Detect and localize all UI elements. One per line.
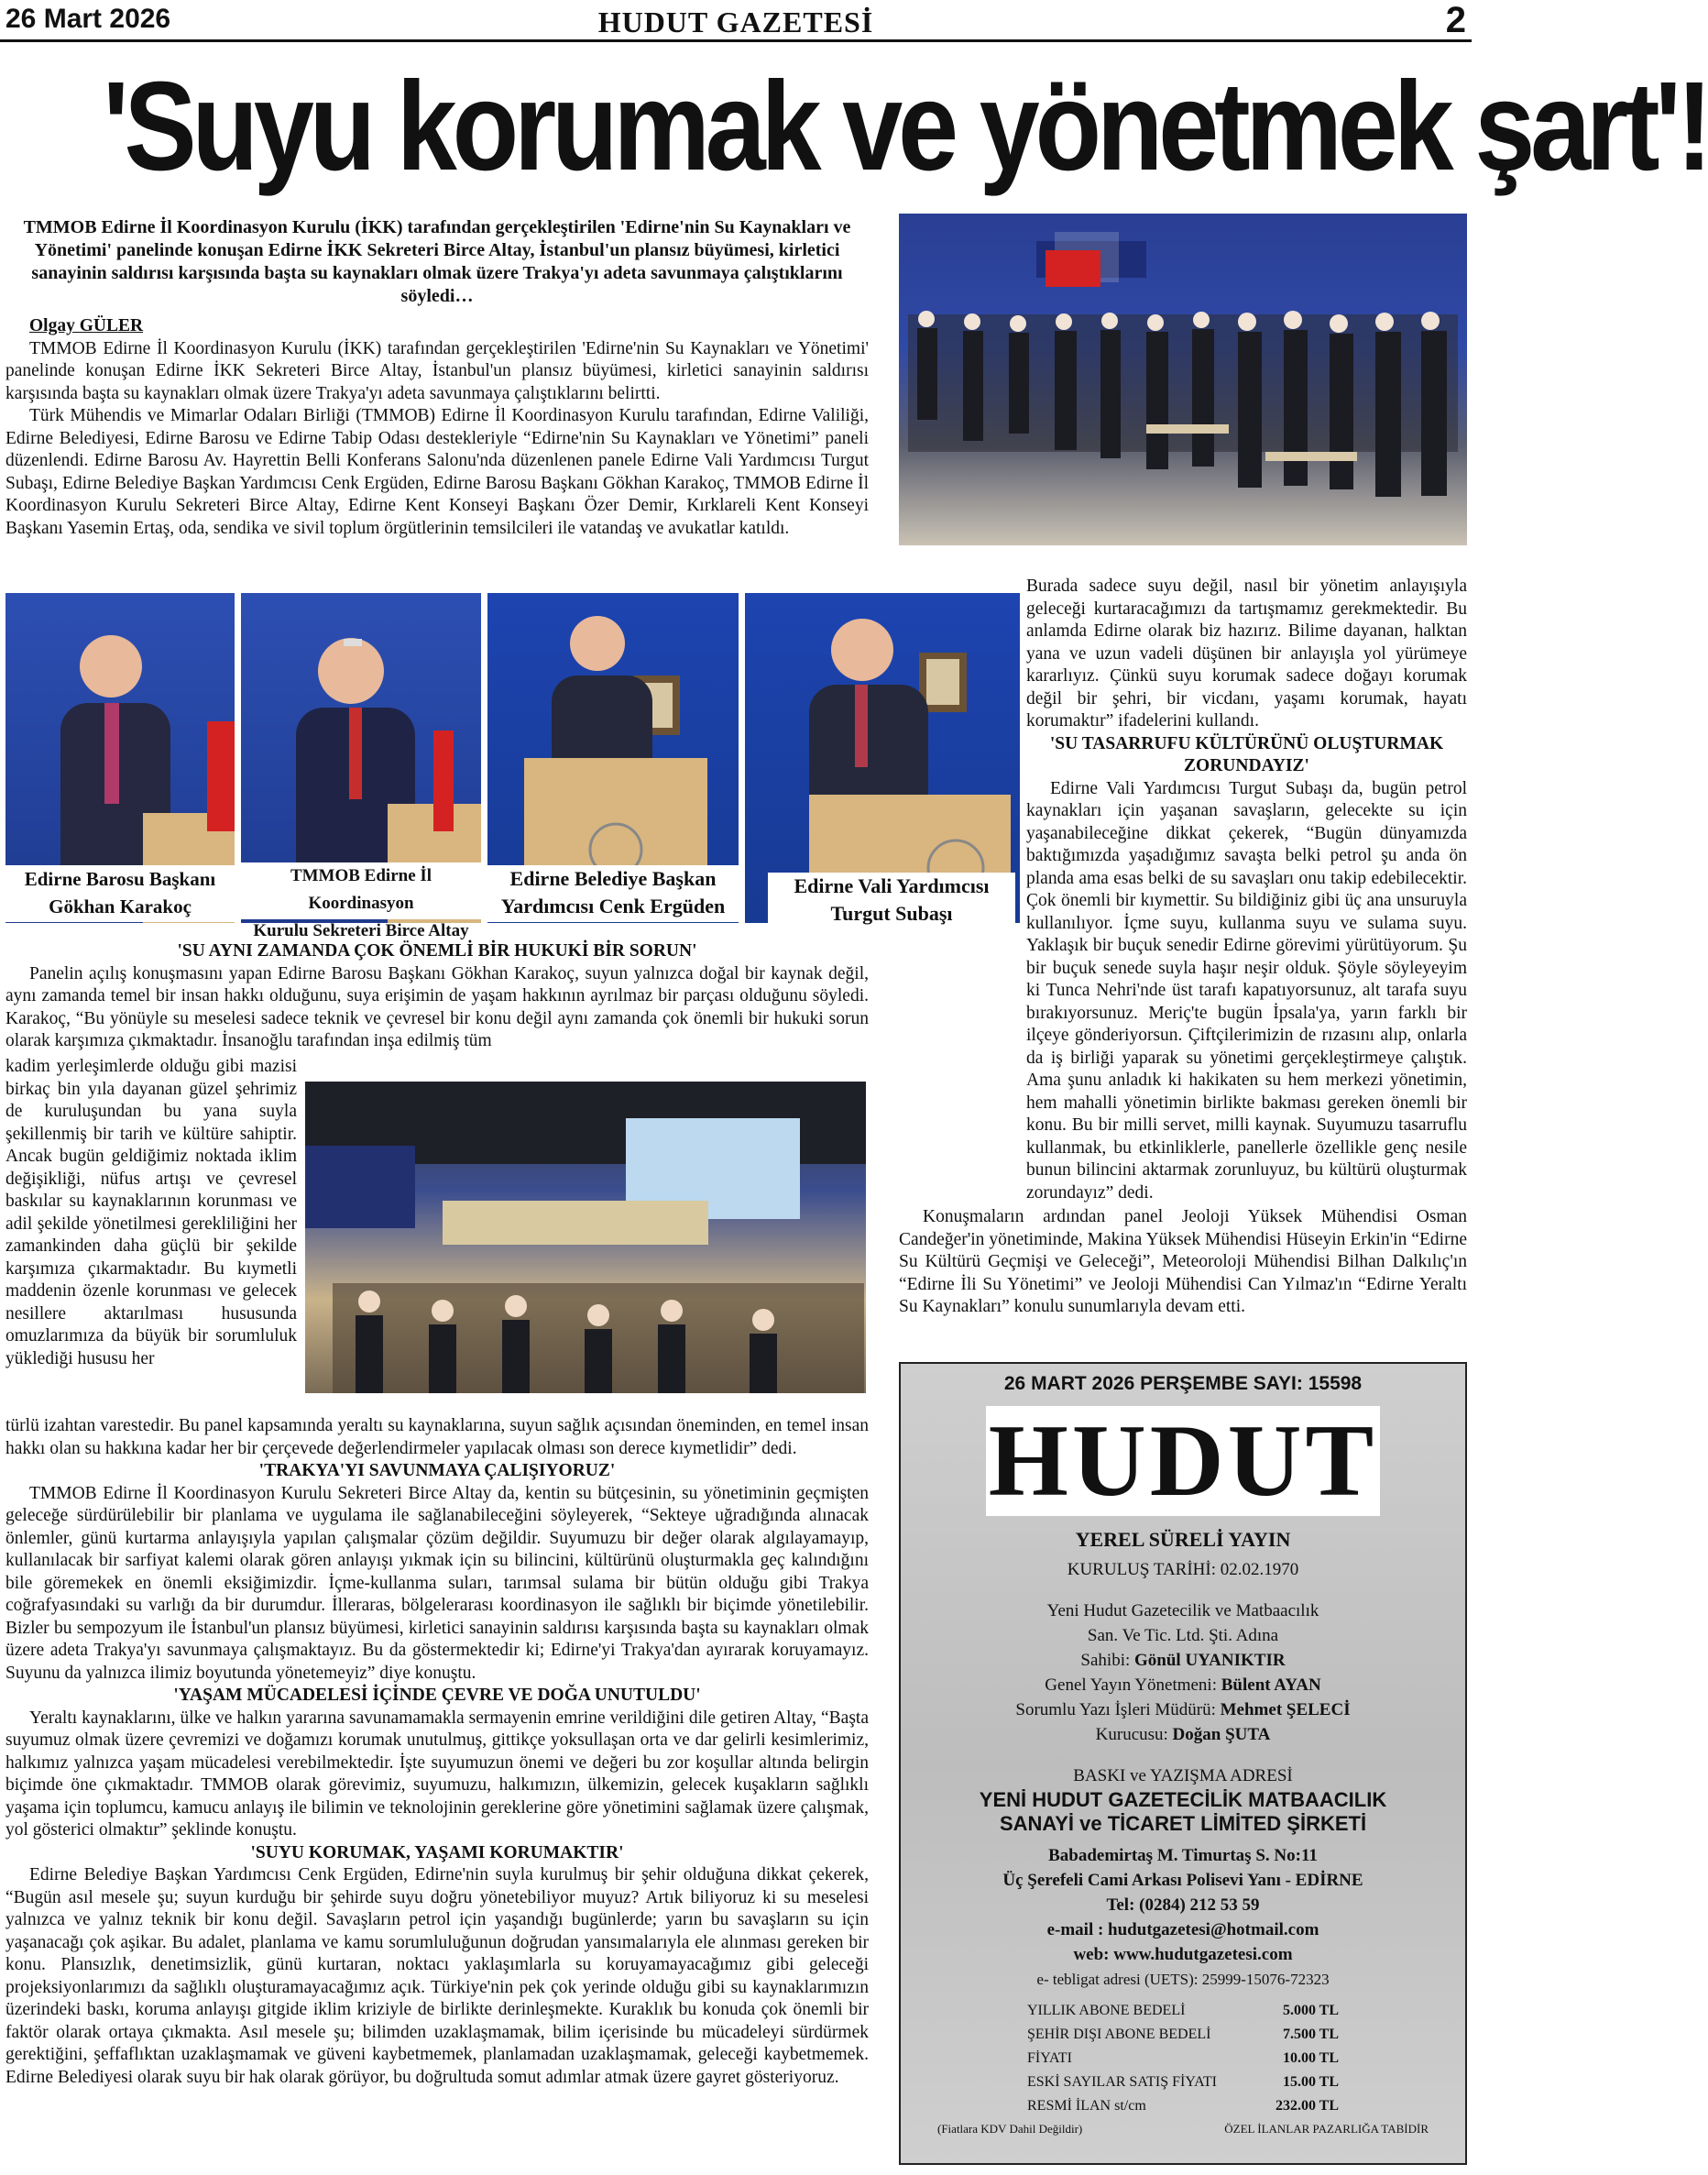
headline: 'Suyu korumak ve yönetmek şart'! [103,56,1708,197]
editor-in-chief-line: Genel Yayın Yönetmeni: Bülent AYAN [1045,1675,1321,1695]
body-paragraph: TMMOB Edirne İl Koordinasyon Kurulu Sekreteri Birce Altay da, kentin su bütçesinin, su yönetiminin geçmişten geleceğe sürdürülebilir bir planlama ve uygulama ile sağlanabileceğini söyleyerek, “Sekteye uğradığında alınacak önlemler, günü kurtarma anlayışıyla yapılan çalışmalar çözüm değildir. Suyumuzu bir değer olarak algılayamayıp, kullanılacak bir sarfiyat kalemi olarak gören anlayışı yıkmak için su bilincini, kültürünü oluşturmakla geç kalındığını bile göremekek en önemli eksiğimizdir. İçme-kullanma suları, tarımsal sulama bir bütün olduğu gibi Trakya coğrafyasındaki su varlığı da bir durumdur. İlleraras, bölgelerarası koordinasyon ile sağlıklı bir biçimde yönetilebilir. Bizler bu sempozyum ile İstanbul'un plansız büyümesi, kirletici sanayinin saldırısı karşısında başta su kaynakları olmak üzere adeta Trakya'yı savunmaya çalışmaktayız. Bu da göstermektedir ki; Edirne'yi Trakya'dan ayırarak koruyamayız. Suyunu da yalnızca ilimiz boyutunda yönetemeyiz” diye konuştu. [5,1483,869,1683]
photo-caption: Edirne Belediye Başkan Yardımcısı Cenk Ergüden [487,865,739,922]
masthead-date-issue: 26 MART 2026 PERŞEMBE SAYI: 15598 [1003,1373,1363,1394]
audience-photo [899,214,1467,545]
company-line: San. Ve Tic. Ltd. Şti. Adına [1087,1626,1279,1645]
page-number: 2 [1445,0,1466,40]
phone: Tel: (0284) 212 53 59 [1106,1895,1260,1915]
right-column-top [1026,576,1467,1204]
section-1-end [5,1415,869,2089]
company-line: Yeni Hudut Gazetecilik ve Matbaacılık [1046,1601,1319,1620]
newspaper-name: HUDUT GAZETESİ [597,5,874,38]
printer-name: SANAYİ ve TİCARET LİMİTED ŞİRKETİ [999,1812,1367,1835]
intro-paragraph: TMMOB Edirne İl Koordinasyon Kurulu (İKK) tarafından gerçekleştirilen 'Edirne'nin Su Kaynakları ve Yönetimi' panelinde konuşan Edirne İKK Sekreteri Birce Altay, İstanbul'un plansız büyümesi, kirletici sanayinin saldırısı karşısında başta su kaynakları olmak üzere Trakya'yı adeta savunmaya çalıştıklarını belirtti. [5,338,869,403]
price-row: ESKİ SAYILAR SATIŞ FİYATI 15.00 TL [1027,2074,1339,2090]
price-row: FİYATI 10.00 TL [1027,2050,1339,2066]
intro-section [5,315,869,540]
intro-paragraph: Türk Mühendis ve Mimarlar Odaları Birliği (TMMOB) Edirne İl Koordinasyon Kurulu tarafından, Edirne Valiliği, Edirne Belediyesi, Edirne Barosu ve Edirne Tabip Odası destekleriyle “Edirne'nin Su Kaynakları ve Yönetimi” paneli düzenlendi. Edirne Barosu Av. Hayrettin Belli Konferans Salonu'nda düzenlenen panele Edirne Vali Yardımcısı Turgut Subaşı, Edirne Belediye Başkan Yardımcısı Cenk Ergüden, Edirne Barosu Başkanı Gökhan Karakoç, TMMOB Edirne İl Koordinasyon Kurulu Sekreteri Birce Altay, Edirne Kent Konseyi Başkanı Özer Demir, Kırklareli Kent Konseyi Başkanı Yasemin Ertaş, oda, sendika ve sivil toplum örgütlerinin temsilcileri ile vatandaş ve avukatlar katıldı. [5,406,869,538]
body-paragraph: türlü izahtan varestedir. Bu panel kapsamında yeraltı su kaynaklarına, suyun sağlık açısından öneminden, en temel insan hakkı olan su hakkına kadar her bir çerçevede değerlendirmeler yapılacak olması son derece kıymetlidir” dedi. [5,1416,869,1458]
uets-address: e- tebligat adresi (UETS): 25999-15076-72323 [1036,1971,1330,1988]
issue-date: 26 Mart 2026 [5,4,171,34]
price-table [1027,1999,1339,2118]
body-paragraph: Burada sadece suyu değil, nasıl bir yönetim anlayışıyla geleceği kurtaracağımızı da tartışmamız gerekmektedir. Bu anlamda Edirne olarak biz hazırız. Bilime dayanan, halktan yana ve uzun vadeli düşünen bir anlayışla yol yürümeye kararlıyız. Çünkü suyu korumak sadece doğayı korumak değil bir şehri, bir vicdanı, yaşamı korumak, hayatı korumaktır” ifadelerini kullandı. [1026,577,1467,730]
photo-caption: TMMOB Edirne İl Koordinasyon Kurulu Sekreteri Birce Altay [241,862,481,919]
body-paragraph: Panelin açılış konuşmasını yapan Edirne Barosu Başkanı Gökhan Karakoç, suyun yalnızca doğal bir kaynak değil, aynı zamanda temel bir insan hakkı olduğunu, suya erişimin de yaşam hakkının ayrılmaz bir parçası olduğunu söyledi. Karakoç, “Bu yönüyle su meselesi sadece teknik ve çevresel bir konu değil aynı zamanda çok önemli bir hukuki sorun olarak karşımıza çıkmaktadır. İnsanoğlu tarafından inşa edilmiş tüm [5,963,869,1050]
lead-paragraph: TMMOB Edirne İl Koordinasyon Kurulu (İKK) tarafından gerçekleştirilen 'Edirne'nin Su Kaynakları ve Yönetimi' panelinde konuşan Edirne İKK Sekreteri Birce Altay, İstanbul'un plansız büyümesi, kirletici sanayinin saldırısı karşısında başta su kaynakları olmak üzere Trakya'yı adeta savunmaya çalıştıklarını söyledi… [23,217,851,306]
body-paragraph: Konuşmaların ardından panel Jeoloji Yüksek Mühendisi Osman Candeğer'in yönetiminde, Makina Yüksek Mühendisi Hüseyin Erkin'in “Edirne Su Kültürü Geçmişi ve Geleceği”, Meteoroloji Mühendisi Bilhan Dalkılıç'ın “Edirne İli Su Yönetimi” ve Jeoloji Mühendisi Can Yılmaz'ın “Edirne Yeraltı Su Kaynakları” konulu sunumlarıyla devam etti. [899,1207,1467,1316]
price-row: RESMİ İLAN st/cm 232.00 TL [1027,2098,1339,2114]
photo-caption: Edirne Vali Yardımcısı Turgut Subaşı [768,873,1015,929]
right-column-bottom [899,1206,1467,1319]
body-paragraph: kadim yerleşimlerde olduğu gibi mazisi birkaç bin yıla dayanan güzel şehrimiz de kuruluşundan bu yana suyla şekillenmiş bir tarih ve kültüre sahiptir. Ancak bugün geldiğimiz noktada iklim değişikliği, nüfus artışı ve çevresel baskılar su kaynaklarının korunması ve adil şekilde yönetilmesi gerekliliğini her zamankinden daha güçlü bir şekilde karşımıza çıkarmaktadır. Bu kıymetli maddenin özenle korunması ve gelecek nesillere aktarılması hususunda omuzlarımıza da büyük bir sorumluluk yüklediği hususu her [5,1057,297,1368]
section-title: 'SU TASARRUFU KÜLTÜRÜNÜ OLUŞTURMAK ZORUNDAYIZ' [1049,733,1444,775]
founding-date: KURULUŞ TARİHİ: 02.02.1970 [1067,1560,1299,1579]
masthead-logo: HUDUT [986,1406,1380,1516]
masthead-box [899,1362,1467,2165]
website-link[interactable]: web: www.hudutgazetesi.com [1073,1945,1293,1964]
owner-line: Sahibi: Gönül UYANIKTIR [1080,1651,1286,1670]
address-title: BASKI ve YAZIŞMA ADRESİ [1073,1766,1293,1785]
photo-caption: Edirne Barosu Başkanı Gökhan Karakoç [5,865,235,922]
conference-hall-photo [305,1082,866,1393]
page-header [0,0,1472,42]
section-title: 'YAŞAM MÜCADELESİ İÇİNDE ÇEVRE VE DOĞA UNUTULDU' [173,1686,701,1705]
section-title: 'SU AYNI ZAMANDA ÇOK ÖNEMLİ BİR HUKUKİ BİR SORUN' [177,941,697,961]
price-row: ŞEHİR DIŞI ABONE BEDELİ 7.500 TL [1027,2027,1339,2042]
section-title: 'TRAKYA'YI SAVUNMAYA ÇALIŞIYORUZ' [258,1461,616,1480]
price-footnotes: (Fiatlara KDV Dahil Değildir) ÖZEL İLANLAR PAZARLIĞA TABİDİR [937,2122,1429,2136]
printer-name: YENİ HUDUT GAZETECİLİK MATBAACILIK [979,1788,1387,1811]
address-line: Babademirtaş M. Timurtaş S. No:11 [1048,1846,1318,1865]
section-1-top [5,940,869,1053]
managing-editor-line: Sorumlu Yazı İşleri Müdürü: Mehmet ŞELECİ [1015,1700,1351,1719]
founder-line: Kurucusu: Doğan ŞUTA [1095,1725,1271,1744]
audience-photo-art [899,214,1467,545]
price-row: YILLIK ABONE BEDELİ 5.000 TL [1027,2003,1339,2018]
section-title: 'SUYU KORUMAK, YAŞAMI KORUMAKTIR' [250,1842,624,1862]
body-paragraph: Yeraltı kaynaklarını, ülke ve halkın yararına savunamamakla sermayenin emrine verildiğini dile getiren Altay, “Başta suyumuz olmak üzere çevremizi ve doğamızı korumak unutulmuş, gittikçe yoksullaşan orta ve dar gelirli kesimlerimiz, halkımız yalnızca yaşam mücadelesi verebilmektedir. İşte suyumuzun önemi ve değeri bu zor koşullar altında belirgin biçimde öne çıkmaktadır. TMMOB olarak görevimiz, suyumuzu, halkımızın, ülkemizin, gelecek kuşakların sağlıklı yaşama için toplumcu, kamucu anlayış ile bilimin ve teknolojinin gereklerine göre yönetimini sağlamak üzere çalışmak, yol gösterici olmaktır” şeklinde konuştu. [5,1708,869,1840]
section-1-wrap [5,1056,297,1370]
publication-type: YEREL SÜRELİ YAYIN [1075,1528,1291,1551]
address-line: Üç Şerefeli Cami Arkası Polisevi Yanı - EDİRNE [1002,1871,1363,1890]
body-paragraph: Edirne Vali Yardımcısı Turgut Subaşı da, bugün petrol kaynakları için yaşanan savaşların, gelecekte su için yaşanabileceğine dikkat çekerek, “Bugün dünyamızda baktığımızda yaşadığımız savaşta belki petrol şu anda ön planda ama esas belki de su savaşları onu takip edebilecektir. Çok önemli bir kıymettir. Su bildiğiniz gibi üç ana unsuruyla kullanılıyor. İçme suyu, kullanma suyu ve sulama suyu. Yaklaşık bir buçuk senedir Edirne görevimi yürütüyorum. Şu bir buçuk senede suyla haşır neşir olduk. Şöyle söyleyeyim ki Tunca Nehri'nde üst tarafı kapatıyorsunuz, alt tarafa suyu bırakıyorsunuz. Meriç'te bugün İpsala'ya, yarın farklı bir ilçeye gönderiyorsun. Çiftçilerimizin de rızasını alıp, onlarla da iş birliği yaparak su yönetimi gerçekleştirmeye çalıştık. Ama şunu anladık ki hakikaten su hem merkezi yönetimin, hem mahalli yönetimin birlikte bakması gereken önemli bir konu. Bu bir milli servet, milli kaynak. Suyumuzu tasarruflu kullanmak, bu etkinliklerle, panellerle özellikle genç nesile bunun bilincini aktarmak zorunluyuz, bu kültürü oluşturmak zorundayız” dedi. [1026,778,1467,1203]
email-link[interactable]: e-mail : hudutgazetesi@hotmail.com [1046,1920,1319,1939]
body-paragraph: Edirne Belediye Başkan Yardımcısı Cenk Ergüden, Edirne'nin suyla kurulmuş bir şehir olduğuna dikkat çekerek, “Bugün asıl mesele şu; suyun kurduğu bir şehirde suyu doğru yönetebiliyor muyuz? Artık biliyoruz ki su meselesi yalnızca ve yalnız teknik bir konu değil. Savaşların petrol için yaşandığı bugünlerde; yarın bu savaşların su için yaşanacağı çok aşikar. Bu adalet, planlama ve kamu sorumluluğunun doğrudan yansımalarıyla ele alınması gereken bir konu. Plansızlık, denetimsizlik, günü kurtaran, noktacı yaklaşımlarla su koruyamayacağımız gibi geleceği projeksiyonlarımızı da sağlıklı oluşturamayacağımız açık. Türkiye'nin pek çok yerinde olduğu gibi su kaynaklarımızın üzerindeki baskı, koruma anlayışı gitgide iklim kriziyle de birlikte derinleşmekte. Kuraklık bu konuda çok önemli bir faktör olarak ortaya çıkmakta. Asıl mesele şu; bilimden uzaklaşmamak, bilim içerisinde bu mücadeleyi sürdürmek gerektiğini, şeffaflıktan uzaklaşmamak ve güveni kaybetmemek, planlamadan uzaklaşmamak, geleceği kaybetmemek. Edirne Belediyesi olarak suyu bir hak olarak görüyor, bu doğrultuda somut adımlar atmak üzere gayret gösteriyoruz. [5,1865,869,2087]
byline: Olgay GÜLER [29,316,144,335]
